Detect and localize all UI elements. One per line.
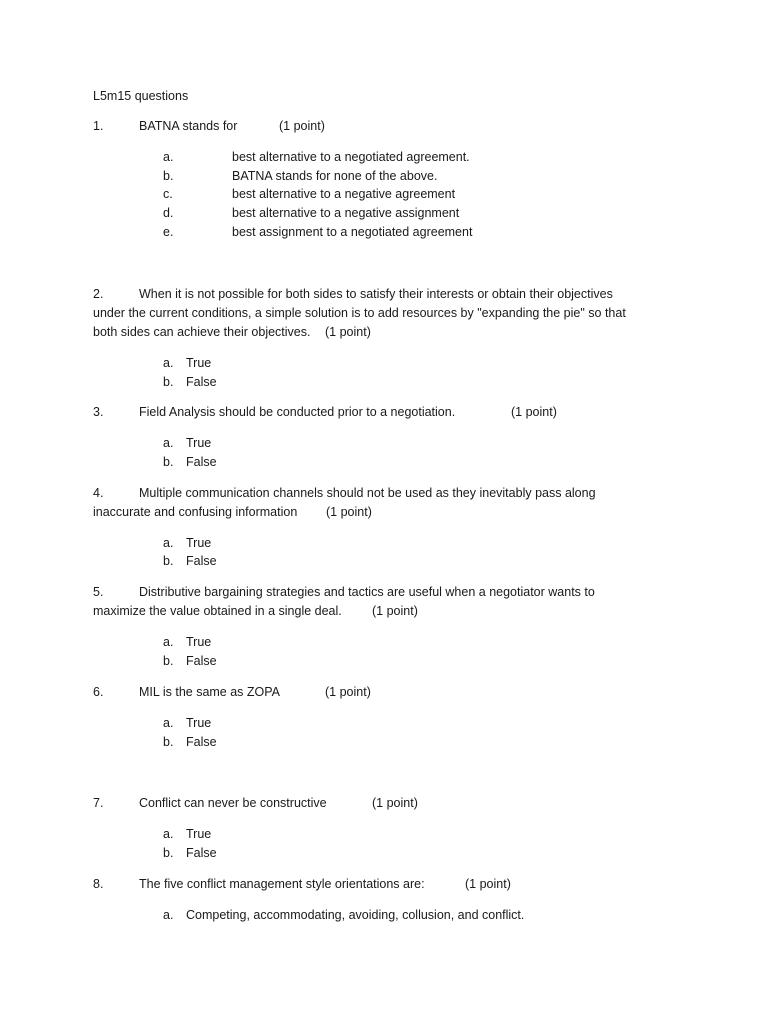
option-text: False (186, 554, 217, 568)
option-text: False (186, 846, 217, 860)
question-number: 6. (93, 685, 104, 699)
option-text: True (186, 356, 212, 370)
question-number: 1. (93, 119, 104, 133)
option-letter: b. (163, 455, 174, 469)
option-text: best alternative to a negative agreement (232, 187, 456, 201)
question-points: (1 point) (465, 877, 511, 891)
question-number: 4. (93, 486, 104, 500)
option-letter: a. (163, 716, 174, 730)
option-text: True (186, 436, 212, 450)
option-text: False (186, 654, 217, 668)
option-text: True (186, 536, 212, 550)
option-letter: a. (163, 635, 174, 649)
option-text: False (186, 735, 217, 749)
option-letter: b. (163, 654, 174, 668)
question-text-line-2: inaccurate and confusing information (93, 505, 298, 519)
option-letter: b. (163, 375, 174, 389)
option-text: True (186, 716, 212, 730)
question-text-line-1: Distributive bargaining strategies and tactics are useful when a negotiator wants to (139, 585, 595, 599)
option-text: False (186, 455, 217, 469)
question-number: 2. (93, 287, 104, 301)
question-text: Field Analysis should be conducted prior to a negotiation. (139, 405, 456, 419)
option-letter: a. (163, 908, 174, 922)
question-points: (1 point) (326, 505, 372, 519)
option-letter: a. (163, 356, 174, 370)
option-letter: b. (163, 554, 174, 568)
option-text: True (186, 635, 212, 649)
question-points: (1 point) (372, 604, 418, 618)
option-letter: d. (163, 206, 174, 220)
question-text: BATNA stands for (139, 119, 238, 133)
question-text: The five conflict management style orientations are: (139, 877, 425, 891)
option-text: best alternative to a negative assignment (232, 206, 460, 220)
option-text: BATNA stands for none of the above. (232, 169, 438, 183)
question-points: (1 point) (372, 796, 418, 810)
question-text-line-1: Multiple communication channels should not be used as they inevitably pass along (139, 486, 596, 500)
option-letter: b. (163, 735, 174, 749)
option-text: True (186, 827, 212, 841)
document-title: L5m15 questions (93, 89, 189, 103)
option-letter: b. (163, 846, 174, 860)
question-text: MIL is the same as ZOPA (139, 685, 281, 699)
option-text: False (186, 375, 217, 389)
question-points: (1 point) (325, 685, 371, 699)
question-number: 5. (93, 585, 104, 599)
option-letter: a. (163, 536, 174, 550)
option-text: best alternative to a negotiated agreement. (232, 150, 470, 164)
option-text: Competing, accommodating, avoiding, collusion, and conflict. (186, 908, 525, 922)
question-text: Conflict can never be constructive (139, 796, 327, 810)
option-letter: a. (163, 436, 174, 450)
option-letter: c. (163, 187, 173, 201)
option-letter: a. (163, 150, 174, 164)
question-text-line-2: maximize the value obtained in a single deal. (93, 604, 342, 618)
question-number: 7. (93, 796, 104, 810)
option-letter: e. (163, 225, 174, 239)
question-points: (1 point) (279, 119, 325, 133)
question-number: 3. (93, 405, 104, 419)
question-text-line-3: both sides can achieve their objectives. (93, 325, 311, 339)
question-text-line-2: under the current conditions, a simple solution is to add resources by "expanding the pie" so that (93, 306, 626, 320)
option-text: best assignment to a negotiated agreement (232, 225, 473, 239)
question-points: (1 point) (511, 405, 557, 419)
option-letter: b. (163, 169, 174, 183)
question-number: 8. (93, 877, 104, 891)
question-points: (1 point) (325, 325, 371, 339)
option-letter: a. (163, 827, 174, 841)
question-text-line-1: When it is not possible for both sides to satisfy their interests or obtain their objectives (139, 287, 613, 301)
